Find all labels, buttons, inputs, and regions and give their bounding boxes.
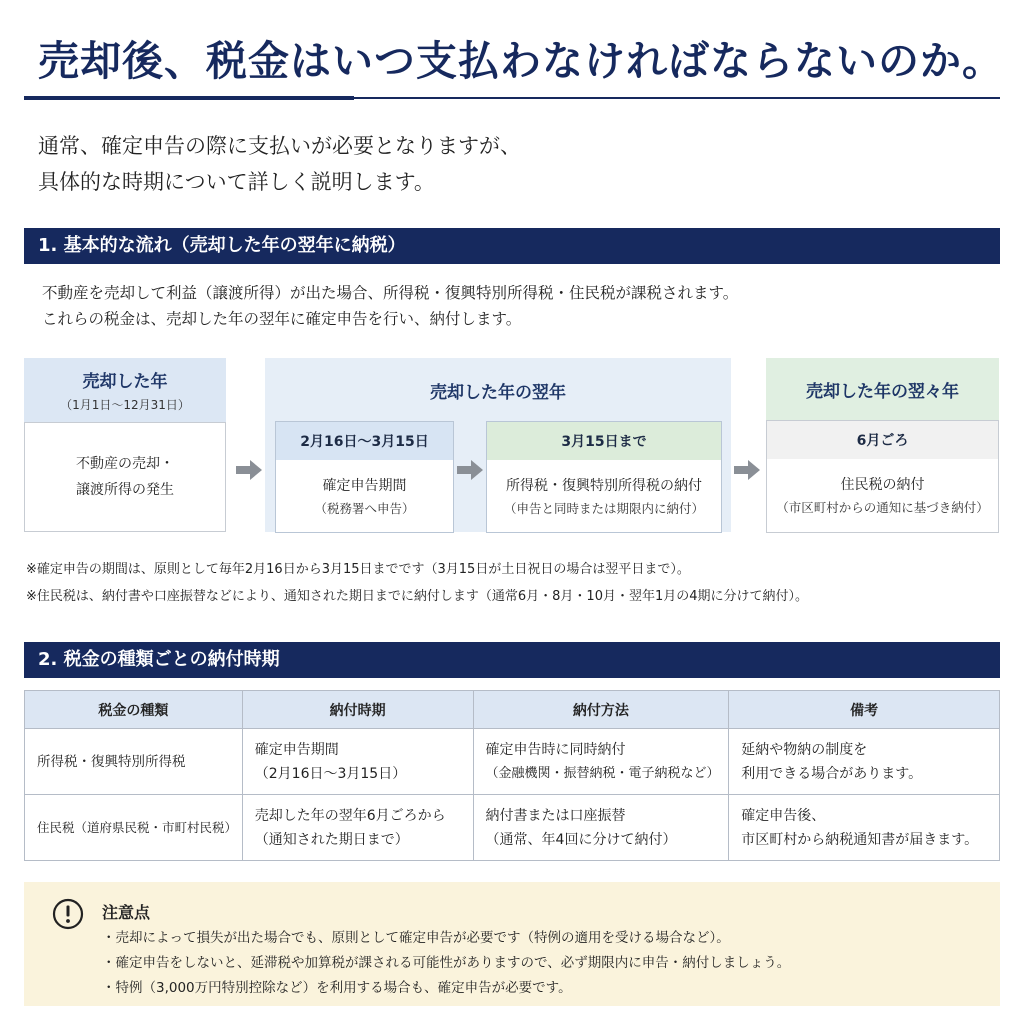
note-line: ※確定申告の期間は、原則として毎年2月16日から3月15日までです（3月15日が土日祝日の場合は翌平日まで）。 xyxy=(26,562,690,577)
table-header-cell: 納付時期 xyxy=(242,691,473,729)
flow-year-1-box xyxy=(24,422,226,532)
cell-line: 確定申告後、 xyxy=(741,807,826,824)
flow-card-filing-period-head: 2月16日〜3月15日 xyxy=(276,422,453,460)
table-header-cell: 税金の種類 xyxy=(25,691,243,729)
intro-text xyxy=(38,128,521,200)
flow-card-resident-tax-sub: （市区町村からの通知に基づき納付） xyxy=(776,500,989,515)
title-divider-accent xyxy=(24,96,354,100)
cell-line: （通知された期日まで） xyxy=(254,831,409,848)
table-cell-method xyxy=(473,729,729,795)
flow-card-filing-period xyxy=(275,421,454,533)
flow-arrow-icon xyxy=(734,459,760,481)
page-title: 売却後、税金はいつ支払わなければならないのか。 xyxy=(38,37,1004,85)
section-1-notes xyxy=(26,556,808,610)
section-1-heading: 1. 基本的な流れ（売却した年の翌年に納税） xyxy=(24,228,1000,264)
table-cell-timing xyxy=(242,729,473,795)
table-row xyxy=(25,795,1000,861)
flow-card-resident-tax-main: 住民税の納付 xyxy=(840,477,925,493)
cell-line: （金融機関・振替納税・電子納税など） xyxy=(485,765,720,781)
table-cell-remarks xyxy=(729,729,1000,795)
intro-line: 通常、確定申告の際に支払いが必要となりますが、 xyxy=(38,134,521,158)
flow-year-1-title: 売却した年 xyxy=(82,372,168,392)
flow-card-resident-tax-head: 6月ごろ xyxy=(767,421,998,459)
table-cell-tax-type: 住民税（道府県民税・市町村民税） xyxy=(25,795,243,861)
flow-card-resident-tax xyxy=(766,420,999,533)
cell-line: （2月16日〜3月15日） xyxy=(254,765,407,782)
flow-card-filing-period-sub: （税務署へ申告） xyxy=(314,501,415,516)
cell-line: 市区町村から納税通知書が届きます。 xyxy=(741,831,979,848)
flow-year-3-title: 売却した年の翌々年 xyxy=(806,381,959,402)
section-1-text xyxy=(42,280,738,332)
cell-line: 利用できる場合があります。 xyxy=(741,765,923,782)
flow-year-1-subtitle: （1月1日〜12月31日） xyxy=(60,398,190,412)
caution-box xyxy=(24,882,1000,1006)
section-2-heading: 2. 税金の種類ごとの納付時期 xyxy=(24,642,1000,678)
caution-title: 注意点 xyxy=(102,903,151,922)
flow-card-income-tax-payment-main: 所得税・復興特別所得税の納付 xyxy=(506,478,702,494)
cell-line: 納付書または口座振替 xyxy=(485,807,626,824)
flow-arrow-icon xyxy=(457,459,483,481)
cell-line: （通常、年4回に分けて納付） xyxy=(485,831,677,848)
flow-card-income-tax-payment xyxy=(486,421,722,533)
cell-line: 確定申告期間 xyxy=(254,741,339,758)
flow-year-1-header xyxy=(24,358,226,422)
tax-payment-table xyxy=(24,690,1000,861)
section-1-text-line: これらの税金は、売却した年の翌年に確定申告を行い、納付します。 xyxy=(42,310,522,328)
caution-list xyxy=(102,926,790,1001)
intro-line: 具体的な時期について詳しく説明します。 xyxy=(38,170,435,194)
flow-arrow-icon xyxy=(236,459,262,481)
flow-year-3-header xyxy=(766,358,999,420)
flow-year-2-title: 売却した年の翌年 xyxy=(430,383,566,403)
exclamation-circle-icon xyxy=(52,898,84,930)
caution-item: ・売却によって損失が出た場合でも、原則として確定申告が必要です（特例の適用を受ける場合など）。 xyxy=(102,930,730,946)
flow-card-income-tax-payment-sub: （申告と同時または期限内に納付） xyxy=(503,501,704,516)
table-header-cell: 備考 xyxy=(729,691,1000,729)
table-header-cell: 納付方法 xyxy=(473,691,729,729)
note-line: ※住民税は、納付書や口座振替などにより、通知された期日までに納付します（通常6月・8月・10月・翌年1月の4期に分けて納付）。 xyxy=(26,589,809,604)
caution-item: ・特例（3,000万円特別控除など）を利用する場合も、確定申告が必要です。 xyxy=(102,980,572,996)
table-cell-method xyxy=(473,795,729,861)
table-cell-timing xyxy=(242,795,473,861)
flow-card-filing-period-main: 確定申告期間 xyxy=(322,478,407,494)
cell-line: 延納や物納の制度を xyxy=(741,741,868,758)
table-header-row xyxy=(25,691,1000,729)
caution-item: ・確定申告をしないと、延滞税や加算税が課される可能性がありますので、必ず期限内に申告・納付しましょう。 xyxy=(102,955,791,971)
flow-year-1-body-line: 不動産の売却・ xyxy=(76,456,174,472)
cell-line: 確定申告時に同時納付 xyxy=(485,741,626,758)
cell-line: 売却した年の翌年6月ごろから xyxy=(254,807,446,824)
table-row xyxy=(25,729,1000,795)
table-cell-tax-type: 所得税・復興特別所得税 xyxy=(25,729,243,795)
flow-card-income-tax-payment-head: 3月15日まで xyxy=(487,422,721,460)
flow-year-1-body-line: 譲渡所得の発生 xyxy=(76,482,174,498)
table-cell-remarks xyxy=(729,795,1000,861)
section-1-text-line: 不動産を売却して利益（譲渡所得）が出た場合、所得税・復興特別所得税・住民税が課税されます。 xyxy=(42,284,739,302)
